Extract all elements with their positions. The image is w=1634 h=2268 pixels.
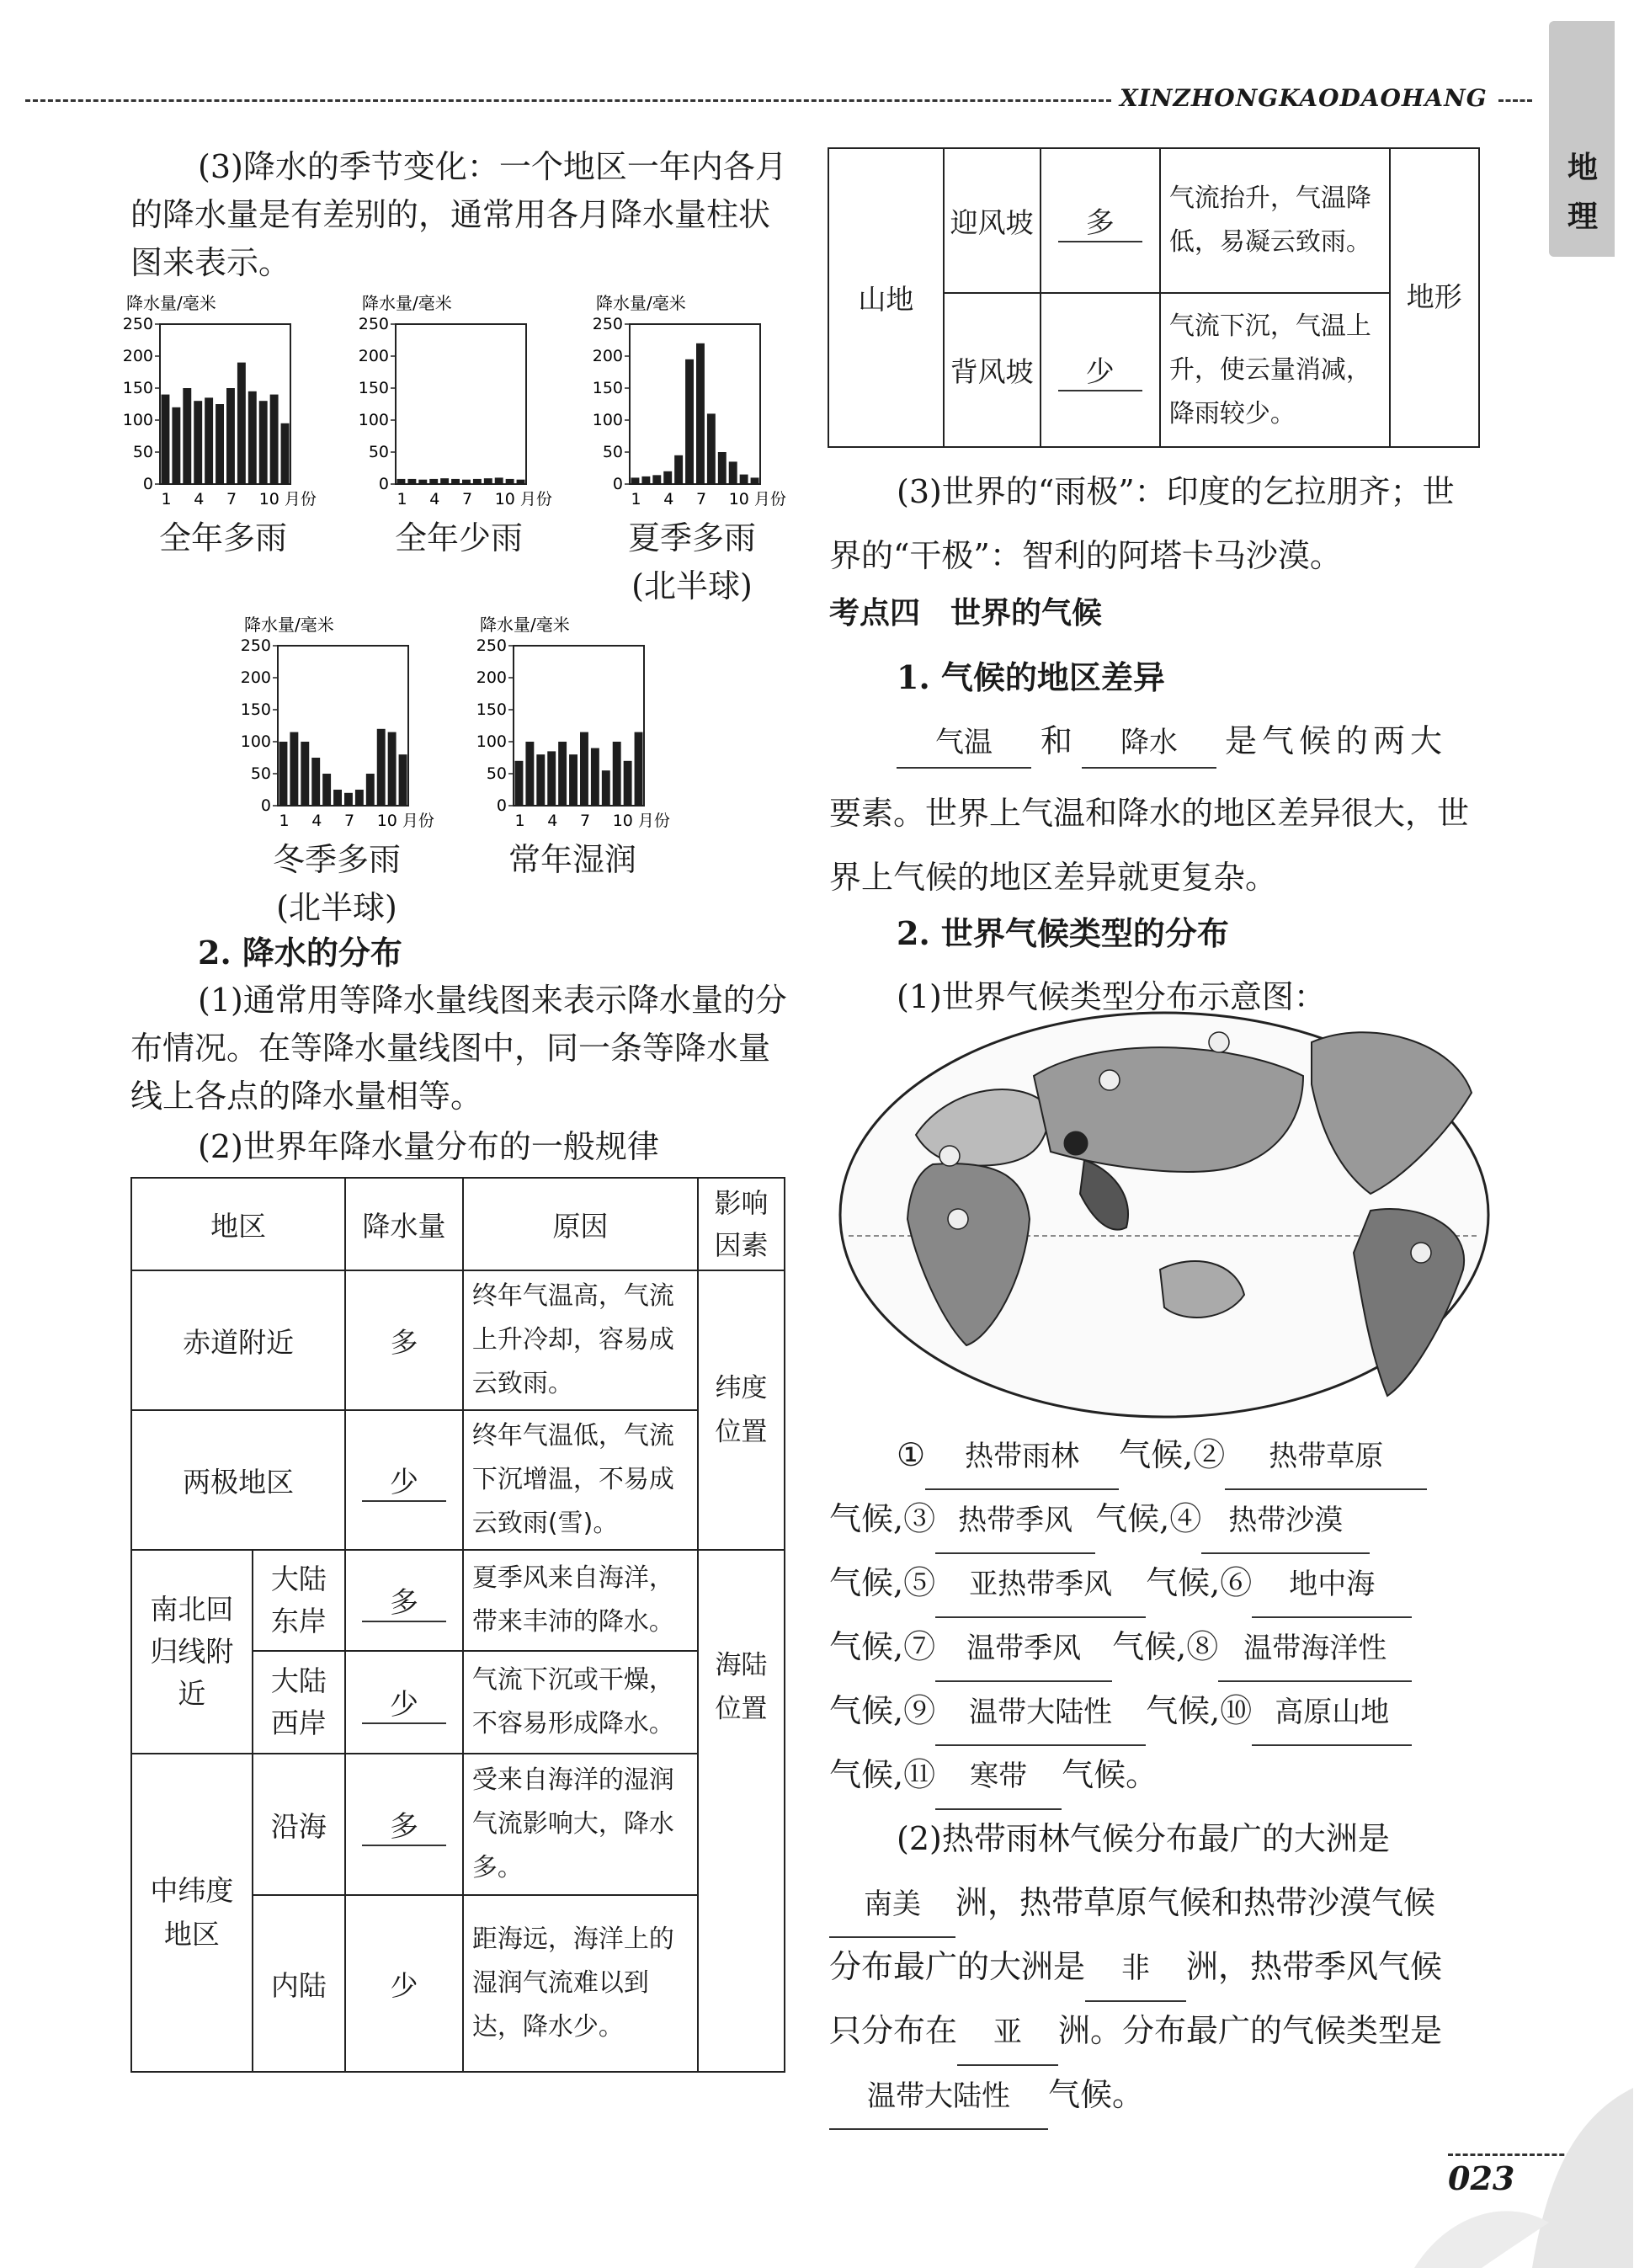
climate-word: 气候 — [829, 1692, 894, 1729]
q2-line-4 — [829, 1999, 1494, 2066]
climate-answer: 温带季风 — [935, 1616, 1112, 1682]
answer-precipitation: 降水 — [1082, 719, 1216, 769]
chart-xtick-label: 10 月份 — [258, 490, 317, 508]
chart-bar — [216, 404, 224, 484]
chart-ytick-label: 0 — [378, 475, 389, 493]
chart-frame — [396, 324, 526, 484]
answer-continent-2: 非 — [1085, 1936, 1186, 2002]
row-amount-cell — [345, 1410, 463, 1550]
q2-text-e: 只分布在 — [829, 2012, 958, 2049]
row-region: 赤道附近 — [131, 1270, 345, 1410]
chart-xtick-label: 7 — [695, 490, 707, 508]
row-region: 两极地区 — [131, 1410, 345, 1550]
climate-line-1: ① 热带雨林 气候,② 热带草原 — [829, 1423, 1494, 1490]
chart-ytick-label: 0 — [260, 796, 271, 815]
q2-line-2 — [829, 1871, 1494, 1938]
chart-xtick-label: 10 月份 — [376, 812, 434, 830]
left-section2-heading: 2. 降水的分布 — [198, 934, 402, 972]
chart-ytick-label: 200 — [240, 668, 271, 687]
chart-xtick-label: 1 — [631, 490, 641, 508]
mountain-reason: 气流下沉，气温上升，使云量消减，降雨较少。 — [1160, 293, 1390, 447]
header-title: XINZHONGKAODAOHANG — [1120, 84, 1488, 112]
climate-no: ④ — [1169, 1500, 1202, 1537]
chart-bar — [751, 477, 759, 484]
row-amount-cell — [345, 1754, 463, 1895]
chart-bar — [506, 479, 514, 484]
chart-bar — [311, 758, 320, 806]
section2-heading: 2. 世界气候类型的分布 — [897, 914, 1229, 952]
chart-bar — [591, 748, 599, 806]
chart-ytick-label: 200 — [476, 668, 507, 687]
climate-line-2: 气候,③ 热带季风 气候,④ 热带沙漠 — [829, 1487, 1494, 1554]
climate-no: ③ — [903, 1500, 936, 1537]
climate-word: 气候 — [1062, 1756, 1126, 1793]
chart-ytick-label: 50 — [368, 443, 389, 461]
q2-text-g: 气候。 — [1048, 2076, 1145, 2113]
th-region: 地区 — [131, 1178, 345, 1270]
climate-no: ① — [897, 1436, 926, 1473]
climate-word: 气候 — [829, 1756, 894, 1793]
chart-bar — [652, 475, 661, 484]
climate-word: 气候 — [829, 1564, 894, 1601]
header-divider-right — [1498, 99, 1532, 102]
climate-word: 气候 — [1146, 1564, 1211, 1601]
chart-xtick-label: 1 — [514, 812, 525, 830]
chart-xtick-label: 4 — [311, 812, 322, 830]
row-reason: 受来自海洋的湿润气流影响大，降水多。 — [463, 1754, 698, 1895]
chart-xtick-label: 7 — [226, 490, 237, 508]
chart-frame — [630, 324, 760, 484]
chart-bar — [602, 770, 610, 806]
chart-bar — [613, 742, 621, 806]
th-amount: 降水量 — [345, 1178, 463, 1270]
chart-ytick-label: 150 — [476, 700, 507, 719]
chart-bar — [248, 391, 257, 484]
chart-bar — [290, 732, 298, 806]
climate-no: ⑥ — [1220, 1564, 1253, 1601]
kaodian-heading: 考点四 世界的气候 — [829, 595, 1103, 631]
s2-p1: (1)世界气候类型分布示意图： — [897, 978, 1326, 1015]
map-marker-2 — [948, 1209, 968, 1229]
climate-no: ⑪ — [903, 1756, 936, 1793]
chart-bar — [495, 477, 503, 484]
mountain-amount-cell — [1041, 293, 1160, 447]
chart-bar — [172, 407, 180, 484]
page-number: 023 — [1448, 2159, 1515, 2197]
subject-tab-label: 地理 — [1567, 150, 1598, 234]
chart-ytick-label: 50 — [486, 764, 507, 783]
map-marker-9 — [1099, 1070, 1120, 1090]
s1-line — [829, 717, 1486, 769]
chart-xtick-label: 7 — [579, 812, 591, 830]
chart-ytick-label: 150 — [358, 379, 389, 397]
chart-caption-3: 夏季多雨 — [627, 519, 756, 556]
s1-rest: 要素。世界上气温和降水的地区差异很大，世界上气候的地区差异就更复杂。 — [829, 795, 1470, 896]
chart-xtick-label: 7 — [461, 490, 473, 508]
chart-subcaption-3: (北半球) — [631, 567, 753, 604]
chart-caption-2: 全年少雨 — [394, 519, 523, 556]
map-marker-1 — [1411, 1243, 1431, 1263]
chart-xtick-label: 1 — [161, 490, 172, 508]
chart-ytick-label: 50 — [602, 443, 623, 461]
climate-no: ⑨ — [903, 1692, 936, 1729]
chart-ytick-label: 150 — [592, 379, 623, 397]
chart-bar — [399, 754, 407, 806]
chart-xtick-label: 4 — [547, 812, 558, 830]
chart-ylabel: 降水量/毫米 — [244, 615, 334, 635]
row-region: 南北回归线附近 — [131, 1550, 253, 1754]
q2-text-b: 洲，热带草原气候和热带沙漠气候 — [955, 1884, 1436, 1921]
chart-xtick-label: 10 月份 — [728, 490, 786, 508]
chart-ytick-label: 0 — [612, 475, 623, 493]
map-marker-11 — [1209, 1032, 1229, 1052]
chart-ytick-label: 100 — [358, 411, 389, 429]
chart-ytick-label: 250 — [476, 636, 507, 655]
chart-ylabel: 降水量/毫米 — [480, 615, 570, 635]
chart-bar — [740, 475, 748, 484]
chart-ytick-label: 100 — [122, 411, 153, 429]
row-sub: 大陆西岸 — [253, 1651, 346, 1754]
climate-no: ② — [1193, 1436, 1226, 1473]
chart-ylabel: 降水量/毫米 — [362, 293, 452, 313]
chart-bar — [517, 480, 525, 484]
climate-word: 气候 — [1095, 1500, 1160, 1537]
climate-answer: 温带海洋性 — [1218, 1616, 1412, 1682]
chart-xtick-label: 4 — [429, 490, 440, 508]
left-p21: (1)通常用等降水量线图来表示降水量的分布情况。在等降水量线图中，同一条等降水量线上各点的降水量相等。 — [130, 982, 787, 1115]
chart-ytick-label: 200 — [122, 347, 153, 365]
mountain-side: 迎风坡 — [944, 148, 1041, 293]
answer-climate-widest: 温带大陆性 — [829, 2064, 1048, 2130]
climate-answer: 热带雨林 — [925, 1424, 1119, 1490]
mountain-reason: 气流抬升，气温降低，易凝云致雨。 — [1160, 148, 1390, 293]
chart-bar — [641, 476, 650, 484]
row-reason: 终年气温低，气流下沉增温，不易成云致雨(雪)。 — [463, 1410, 698, 1550]
chart-bar — [397, 479, 406, 484]
chart-ytick-label: 250 — [240, 636, 271, 655]
climate-answer: 热带季风 — [935, 1488, 1095, 1554]
chart-bar — [451, 479, 460, 484]
left-p22: (2)世界年降水量分布的一般规律 — [198, 1128, 659, 1165]
chart-xtick-label: 10 月份 — [494, 490, 552, 508]
chart-bar — [183, 388, 191, 484]
climate-no: ⑤ — [903, 1564, 936, 1601]
chart-ytick-label: 0 — [142, 475, 153, 493]
climate-word: 气候 — [1119, 1436, 1184, 1473]
climate-answer: 寒带 — [935, 1744, 1062, 1810]
row-amount: 少 — [362, 1459, 446, 1502]
factor-latitude: 纬度位置 — [698, 1270, 785, 1550]
chart-bar — [162, 395, 170, 484]
climate-answer: 地中海 — [1252, 1552, 1412, 1618]
chart-bar — [205, 397, 213, 484]
chart-caption-1: 全年多雨 — [158, 519, 287, 556]
chart-bar — [558, 742, 567, 806]
chart-bar — [418, 480, 427, 484]
th-reason: 原因 — [463, 1178, 698, 1270]
chart-bar — [322, 774, 331, 806]
chart-xtick-label: 10 月份 — [612, 812, 670, 830]
chart-bar — [473, 479, 482, 484]
chart-bar — [635, 732, 643, 806]
chart-caption-5: 常年湿润 — [508, 841, 636, 878]
chart-ytick-label: 0 — [496, 796, 507, 815]
row-reason: 夏季风来自海洋，带来丰沛的降水。 — [463, 1550, 698, 1651]
climate-answer: 温带大陆性 — [935, 1680, 1146, 1746]
chart-bar — [281, 423, 290, 484]
row-amount: 多 — [362, 1579, 446, 1622]
chart-ytick-label: 100 — [476, 732, 507, 751]
mountain-factor: 地形 — [1390, 148, 1480, 447]
chart-bar — [388, 732, 397, 806]
q2-text-c: 分布最广的大洲是 — [829, 1948, 1086, 1985]
answer-continent-1: 南美 — [829, 1872, 955, 1938]
answer-continent-3: 亚 — [957, 2000, 1058, 2066]
chart-bar — [366, 774, 375, 806]
chart-bar — [580, 732, 588, 806]
row-sub: 大陆东岸 — [253, 1550, 346, 1651]
chart-bar — [484, 478, 492, 484]
row-sub: 沿海 — [253, 1754, 346, 1895]
chart-bar — [440, 478, 449, 484]
climate-word: 气候 — [1112, 1628, 1177, 1665]
chart-bar — [279, 742, 288, 806]
section1-heading: 1. 气候的地区差异 — [897, 658, 1165, 696]
chart-bar — [569, 754, 577, 806]
row-amount-cell — [345, 1651, 463, 1754]
precip-distribution-table — [130, 1177, 785, 2073]
chart-bar — [663, 471, 672, 484]
chart-ylabel: 降水量/毫米 — [126, 293, 216, 313]
climate-no: ⑧ — [1186, 1628, 1219, 1665]
chart-ytick-label: 200 — [592, 347, 623, 365]
q2-text-d: 洲，热带季风气候 — [1186, 1948, 1443, 1985]
chart-subcaption-4: (北半球) — [276, 889, 397, 926]
climate-line-3: 气候,⑤ 亚热带季风 气候,⑥ 地中海 — [829, 1551, 1494, 1618]
chart-bar — [270, 395, 279, 484]
mountain-amount: 多 — [1058, 200, 1142, 242]
chart-bar — [729, 461, 737, 484]
chart-xtick-label: 7 — [343, 812, 355, 830]
climate-answer: 高原山地 — [1252, 1680, 1412, 1746]
chart-bar — [344, 793, 353, 806]
chart-bar — [707, 413, 716, 484]
chart-bar — [674, 455, 683, 484]
th-factor: 影响因素 — [698, 1178, 785, 1270]
climate-no: ⑩ — [1220, 1692, 1253, 1729]
q2-line-1: (2)热带雨林气候分布最广的大洲是 — [897, 1820, 1390, 1857]
climate-line-6: 气候,⑪ 寒带 气候。 — [829, 1743, 1494, 1810]
row-amount: 多 — [345, 1270, 463, 1410]
answer-temperature: 气温 — [897, 719, 1031, 769]
right-p3: (3)世界的“雨极”：印度的乞拉朋齐；世界的“干极”：智利的阿塔卡马沙漠。 — [829, 473, 1455, 574]
chart-bar — [333, 790, 342, 806]
chart-ytick-label: 100 — [592, 411, 623, 429]
s1-and: 和 — [1040, 722, 1072, 759]
chart-caption-4: 冬季多雨 — [272, 841, 401, 878]
climate-answer: 亚热带季风 — [935, 1552, 1146, 1618]
chart-ytick-label: 250 — [358, 315, 389, 333]
row-amount: 少 — [362, 1681, 446, 1724]
chart-bar — [525, 742, 534, 806]
row-amount-cell — [345, 1550, 463, 1651]
row-reason: 终年气温高，气流上升冷却，容易成云致雨。 — [463, 1270, 698, 1410]
row-region: 中纬度地区 — [131, 1754, 253, 2072]
chart-bar — [429, 479, 438, 484]
chart-bar — [377, 729, 386, 806]
climate-word: 气候 — [829, 1500, 894, 1537]
chart-xtick-label: 1 — [279, 812, 290, 830]
chart-bar — [226, 388, 235, 484]
climate-word: 气候 — [829, 1628, 894, 1665]
chart-ytick-label: 250 — [592, 315, 623, 333]
chart-bar — [259, 401, 268, 484]
chart-ytick-label: 150 — [122, 379, 153, 397]
q2-line-3 — [829, 1935, 1494, 2002]
corner-swoosh — [1532, 2088, 1633, 2268]
climate-no: ⑦ — [903, 1628, 936, 1665]
chart-ytick-label: 250 — [122, 315, 153, 333]
chart-ytick-label: 50 — [132, 443, 153, 461]
chart-bar — [355, 790, 364, 806]
chart-bar — [194, 401, 202, 484]
chart-bar — [515, 761, 524, 806]
chart-ytick-label: 200 — [358, 347, 389, 365]
corner-swoosh-2 — [1414, 2211, 1549, 2268]
chart-bar — [718, 452, 727, 484]
chart-bar — [624, 761, 632, 806]
corner-decoration — [1229, 2063, 1633, 2268]
chart-ylabel: 降水量/毫米 — [596, 293, 686, 313]
row-reason: 距海远，海洋上的湿润气流难以到达，降水少。 — [463, 1895, 698, 2072]
row-amount: 多 — [362, 1803, 446, 1846]
chart-bar — [685, 359, 694, 484]
s1-tail: 是气候的两大 — [1225, 722, 1448, 759]
mountain-amount-cell — [1041, 148, 1160, 293]
left-p3: (3)降水的季节变化：一个地区一年内各月的降水量是有差别的，通常用各月降水量柱状图来表示。 — [130, 148, 787, 281]
chart-ytick-label: 50 — [250, 764, 271, 783]
climate-answer: 热带沙漠 — [1201, 1488, 1370, 1554]
climate-word: 气候 — [1146, 1692, 1211, 1729]
row-reason: 气流下沉或干燥，不容易形成降水。 — [463, 1651, 698, 1754]
chart-bar — [462, 480, 471, 484]
chart-bar — [407, 479, 416, 484]
chart-bar — [547, 751, 556, 806]
chart-ytick-label: 100 — [240, 732, 271, 751]
world-climate-map — [832, 983, 1497, 1421]
chart-bar — [536, 754, 545, 806]
header-divider — [25, 99, 1111, 102]
mountain-amount: 少 — [1058, 349, 1142, 391]
row-amount: 少 — [345, 1895, 463, 2072]
climate-line-5: 气候,⑨ 温带大陆性 气候,⑩ 高原山地 — [829, 1679, 1494, 1746]
chart-bar — [301, 742, 309, 806]
chart-xtick-label: 4 — [194, 490, 205, 508]
factor-land-sea: 海陆位置 — [698, 1550, 785, 2072]
chart-ytick-label: 150 — [240, 700, 271, 719]
chart-bar — [631, 477, 640, 484]
chart-xtick-label: 1 — [397, 490, 407, 508]
mountain-side: 背风坡 — [944, 293, 1041, 447]
map-marker-6 — [939, 1146, 960, 1166]
mountain-table — [828, 147, 1480, 448]
chart-xtick-label: 4 — [663, 490, 674, 508]
mountain-region: 山地 — [828, 148, 944, 447]
q2-text-f: 洲。分布最广的气候类型是 — [1058, 2012, 1443, 2049]
climate-line-4: 气候,⑦ 温带季风 气候,⑧ 温带海洋性 — [829, 1615, 1494, 1682]
row-sub: 内陆 — [253, 1895, 346, 2072]
map-marker-10 — [1064, 1131, 1088, 1155]
climate-answer: 热带草原 — [1225, 1424, 1427, 1490]
chart-bar — [237, 363, 246, 484]
chart-bar — [696, 343, 705, 484]
